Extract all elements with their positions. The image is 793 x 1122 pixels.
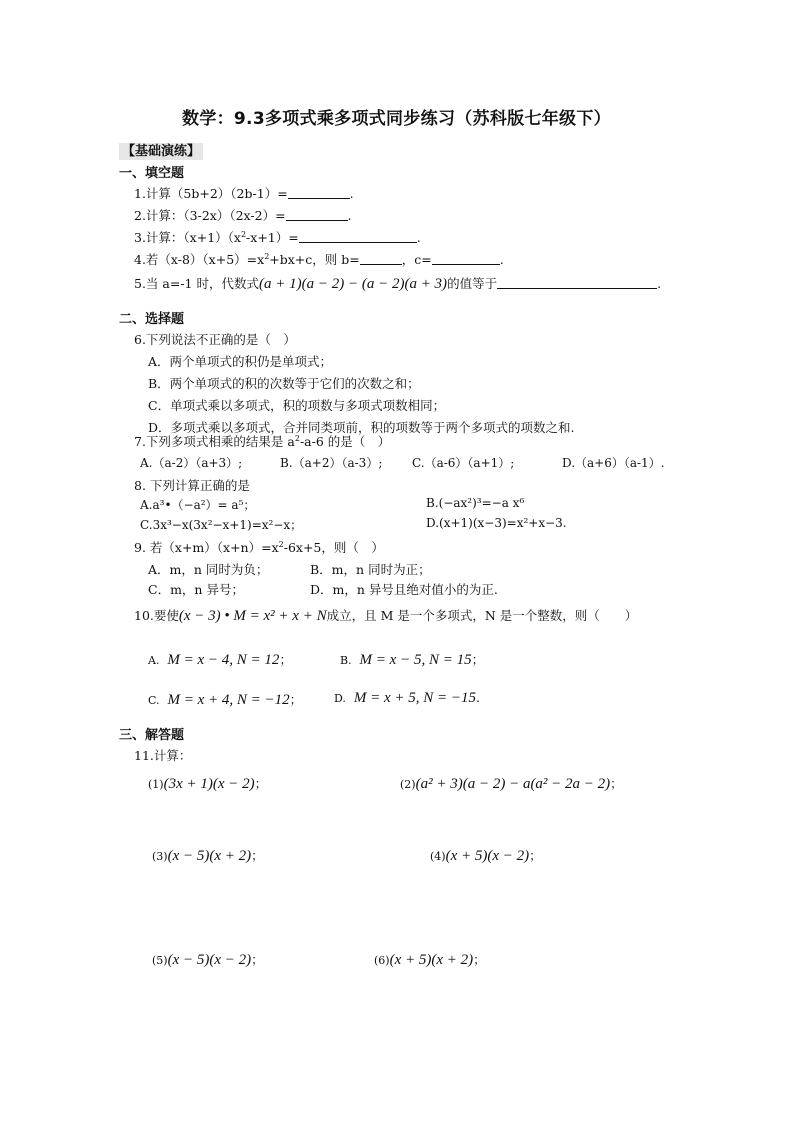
- question-11-part-1: (1)(3x + 1)(x − 2)；: [148, 776, 268, 792]
- question-8-option-a: A.a³•（−a²）= a⁵；: [140, 498, 256, 512]
- section-fill-blank: 一、填空题: [119, 166, 185, 181]
- question-6: 6.下列说法不正确的是（ ）: [134, 332, 296, 347]
- question-7-option-a: A.（a-2）（a+3）;: [140, 456, 243, 470]
- question-11-part-6: (6)(x + 5)(x + 2)；: [374, 952, 486, 968]
- question-10-option-a: A. M = x − 4, N = 12；: [148, 652, 292, 668]
- basic-practice-label: 【基础演练】: [119, 140, 203, 159]
- question-11-part-5: (5)(x − 5)(x − 2)；: [152, 952, 264, 968]
- question-8-option-c: C.3x³−x(3x²−x+1)=x²−x；: [140, 518, 303, 532]
- question-5: 5.当 a=-1 时，代数式(a + 1)(a − 2) − (a − 2)(a + 3)的值等于 .: [134, 276, 662, 292]
- question-10-option-b: B. M = x − 5, N = 15；: [340, 652, 485, 668]
- question-7-option-b: B.（a+2）（a-3）;: [280, 456, 383, 470]
- answer-blank-b[interactable]: [360, 252, 402, 265]
- answer-blank-c[interactable]: [432, 252, 500, 265]
- question-3: 3.计算：$(x+1)(x^2-x+1)=$ .: [134, 230, 421, 245]
- question-4: 4.若$(x-8)(x+5)=x^2+bx+c$，则 b= ，c= .: [134, 252, 504, 267]
- question-8: 8. 下列计算正确的是: [134, 478, 250, 493]
- question-10-option-d: D. M = x + 5, N = −15.: [334, 690, 481, 706]
- question-9-option-c: C．m，n 异号；: [148, 582, 244, 597]
- question-10-option-c: C. M = x + 4, N = −12；: [148, 692, 303, 708]
- question-11-part-2: (2)(a² + 3)(a − 2) − a(a² − 2a − 2)；: [400, 776, 623, 792]
- question-11: 11.计算：: [134, 748, 192, 763]
- question-8-option-d: D.(x+1)(x−3)=x²+x−3.: [426, 516, 567, 530]
- question-6-option-c: C．单项式乘以多项式，积的项数与多项式项数相同；: [148, 398, 446, 413]
- answer-blank[interactable]: [497, 276, 657, 289]
- question-7: 7.下列多项式相乘的结果是 $a^2-a-6$ 的是（ ）: [134, 434, 391, 449]
- question-11-part-4: (4)(x + 5)(x − 2)；: [430, 848, 542, 864]
- question-1: 1.计算（5b+2）（2b-1）= .: [134, 186, 354, 201]
- question-6-option-b: B．两个单项式的积的次数等于它们的次数之和；: [148, 376, 420, 391]
- question-6-option-d: D．多项式乘以多项式，合并同类项前，积的项数等于两个多项式的项数之和.: [148, 420, 575, 435]
- question-9: 9. 若$(x+m)(x+n)=x^2-6x+5$，则（ ）: [134, 540, 384, 555]
- question-6-option-a: A．两个单项式的积仍是单项式；: [148, 354, 333, 369]
- question-9-option-d: D．m，n 异号且绝对值小的为正.: [310, 582, 498, 597]
- section-multiple-choice: 二、选择题: [119, 312, 185, 327]
- page-title: 数学：9.3多项式乘多项式同步练习（苏科版七年级下）: [182, 109, 611, 129]
- question-7-option-c: C.（a-6）（a+1）;: [412, 456, 515, 470]
- question-10: 10.要使(x − 3) • M = x² + x + N成立，且 M 是一个多项式，N 是一个整数，则（ ）: [134, 608, 638, 624]
- section-solve: 三、解答题: [119, 728, 185, 743]
- question-11-part-3: (3)(x − 5)(x + 2)；: [152, 848, 264, 864]
- question-2: 2.计算：（3-2x）（2x-2）= .: [134, 208, 352, 223]
- question-8-option-b: B.(−ax²)³=−a x⁶: [426, 496, 525, 510]
- question-9-option-b: B．m，n 同时为正；: [310, 562, 431, 577]
- question-9-option-a: A．m，n 同时为负；: [148, 562, 269, 577]
- answer-blank[interactable]: [299, 230, 417, 243]
- answer-blank[interactable]: [286, 208, 348, 221]
- answer-blank[interactable]: [288, 186, 350, 199]
- question-7-option-d: D.（a+6）（a-1）.: [562, 456, 665, 470]
